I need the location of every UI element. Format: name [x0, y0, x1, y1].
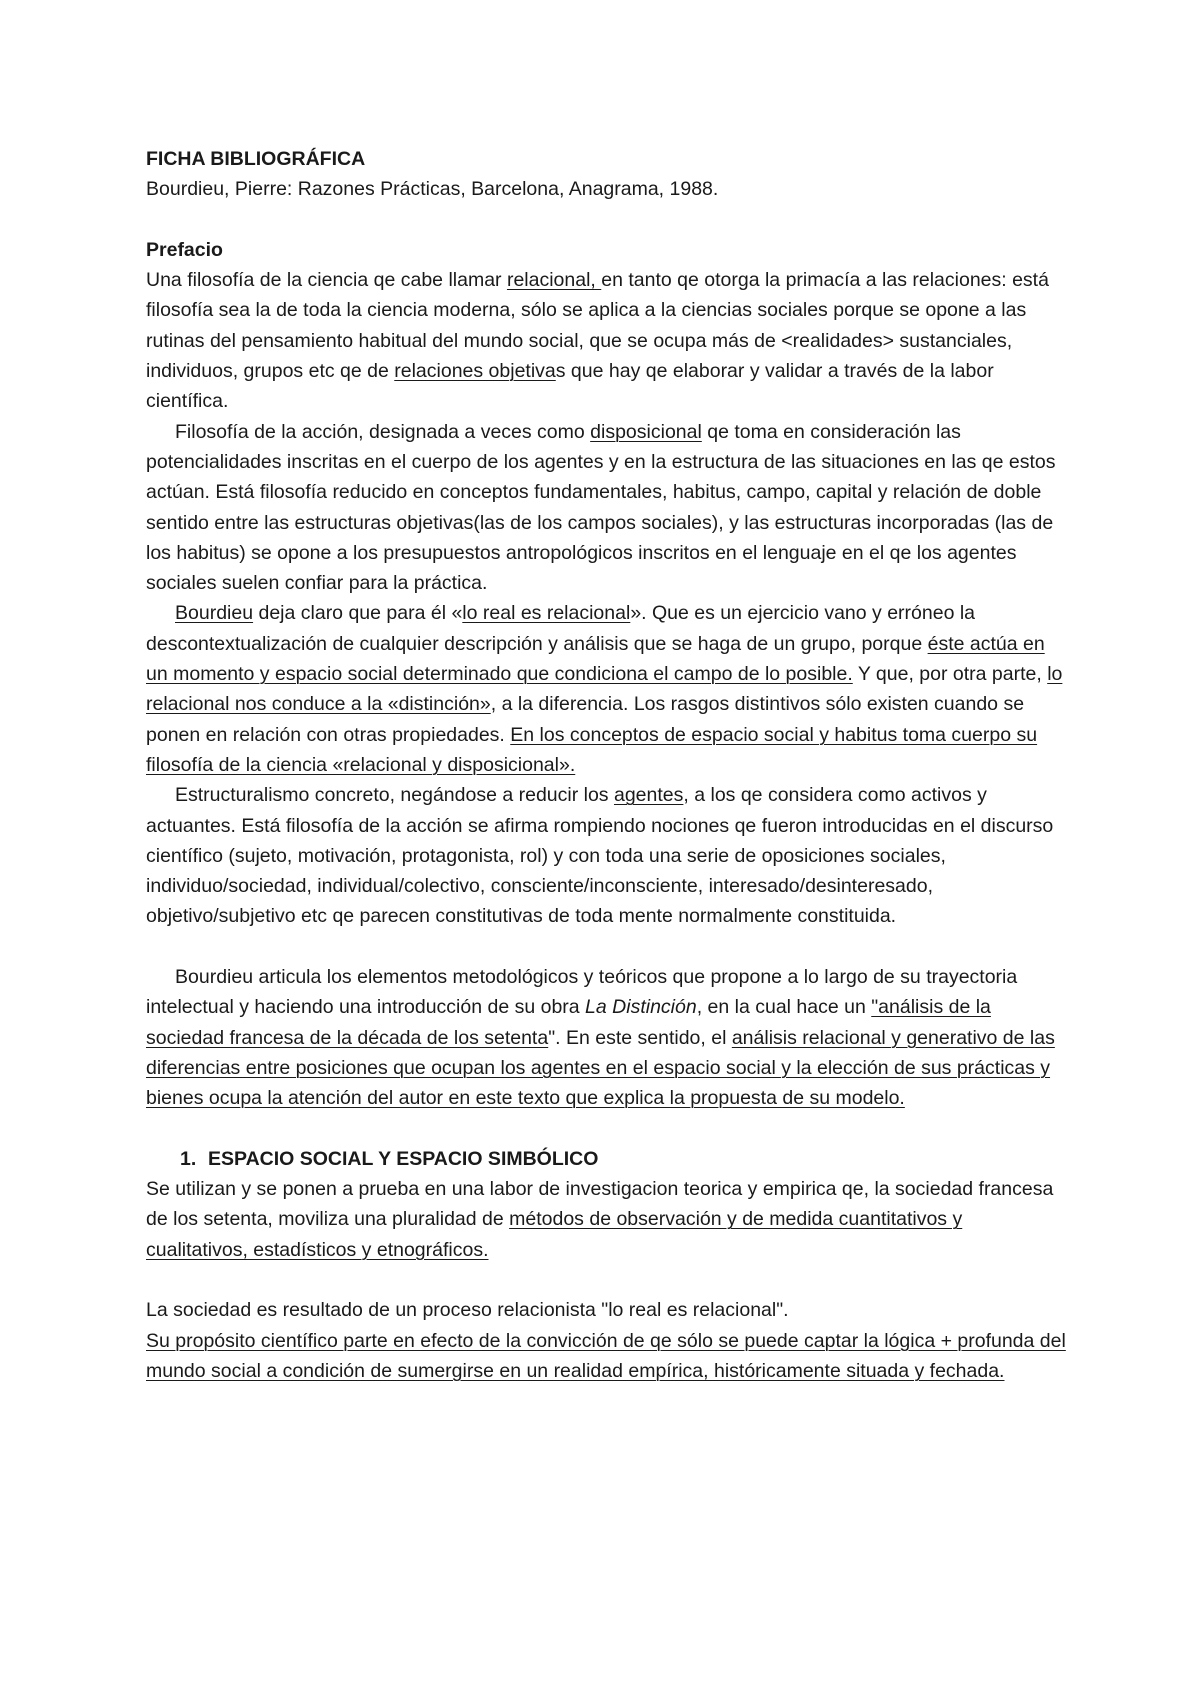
section-number: 1. [180, 1147, 197, 1170]
paragraph-7: La sociedad es resultado de un proceso relacionista "lo real es relacional". [146, 1299, 789, 1322]
paragraph-8: Su propósito científico parte en efecto de la convicción de qe sólo se puede captar la lógica + profunda del mundo social a condición de sumergirse en un realidad empírica, históricamente situada y fechada. [146, 1329, 1066, 1382]
document-body [146, 144, 1066, 1386]
spacer [146, 205, 1066, 235]
underlined-text: Bourdieu [175, 602, 254, 625]
paragraph-6 [146, 1174, 1066, 1265]
underlined-text: relacional, [506, 269, 602, 292]
paragraph-5 [146, 962, 1066, 1113]
underlined-text: métodos de observación y de medida cuantitativos y cualitativos, estadísticos y etnográficos. [146, 1208, 963, 1261]
text-span: , a la diferencia. Los rasgos distintivos sólo existen cuando se ponen en relación con otras propiedades. [146, 693, 1025, 746]
section-title: ESPACIO SOCIAL Y ESPACIO SIMBÓLICO [208, 1147, 599, 1170]
text-span: , en la cual hace un [696, 996, 872, 1019]
paragraph-1 [146, 265, 1066, 416]
underlined-text: "análisis de la sociedad francesa de la década de los setenta [146, 996, 991, 1049]
section-1-heading [146, 1144, 1066, 1174]
underlined-text: En los conceptos de espacio social y habitus toma cuerpo su filosofía de la ciencia «relacional y disposicional». [146, 723, 1038, 776]
text-span: s que hay qe elaborar y validar a través de la labor científica. [146, 360, 994, 413]
text-span: Una filosofía de la ciencia qe cabe llamar [146, 269, 507, 292]
text-span: deja claro que para él « [253, 602, 463, 625]
paragraph-2 [146, 417, 1066, 599]
text-span: ». Que es un ejercicio vano y erróneo la descontextualización de cualquier descripción y análisis que se haga de un grupo, porque [146, 602, 976, 655]
spacer [146, 1114, 1066, 1144]
underlined-text: lo relacional nos conduce a la «distinción» [146, 663, 1063, 716]
text-span: Filosofía de la acción, designada a veces como [175, 420, 591, 443]
text-span: en tanto qe otorga la primacía a las relaciones: está filosofía sea la de toda la ciencia moderna, sólo se aplica a la ciencias sociales porque se opone a las rutinas del pensamiento habitual del mundo social, que se ocupa más de <realidades> sustanciales, individuos, grupos etc qe de [146, 269, 1049, 383]
text-span: qe toma en consideración las potencialidades inscritas en el cuerpo de los agentes y en la estructura de las situaciones en las qe estos actúan. Está filosofía reducido en conceptos fundamentales, habitus, campo, capital y relación de doble sentido entre las estructuras objetivas(las de los campos sociales), y las estructuras incorporadas (las de los habitus) se opone a los presupuestos antropológicos inscritos en el lenguaje en el qe los agentes sociales suelen confiar para la práctica. [146, 420, 1056, 595]
italic-title: La Distinción [585, 996, 697, 1019]
underlined-text: disposicional [590, 420, 702, 443]
paragraph-4 [146, 780, 1066, 931]
text-span: Se utilizan y se ponen a prueba en una labor de investigacion teorica y empirica qe, la sociedad francesa de los setenta, moviliza una pluralidad de [146, 1178, 1054, 1231]
text-span: Y que, por otra parte, [852, 663, 1048, 686]
underlined-text: análisis relacional y generativo de las diferencias entre posiciones que ocupan los agentes en el espacio social y la elección de sus prácticas y bienes ocupa la atención del autor en este texto que explica la propuesta de su modelo. [146, 1026, 1055, 1110]
paragraph-3 [146, 598, 1066, 780]
text-span: ". En este sentido, el [548, 1026, 732, 1049]
underlined-text: éste actúa en un momento y espacio social determinado que condiciona el campo de lo posible. [146, 632, 1045, 686]
spacer [146, 932, 1066, 962]
prefacio-heading: Prefacio [146, 238, 223, 261]
underlined-text: lo real es relacional [462, 602, 631, 625]
citation: Bourdieu, Pierre: Razones Prácticas, Barcelona, Anagrama, 1988. [146, 178, 719, 201]
text-span: , a los qe considera como activos y actuantes. Está filosofía de la acción se afirma rompiendo nociones qe fueron introducidas en el discurso científico (sujeto, motivación, protagonista, rol) y con toda una serie de oposiciones sociales, individuo/sociedad, individual/colectivo, consciente/inconsciente, interesado/desinteresado, objetivo/subjetivo etc qe parecen constitutivas de toda mente normalmente constituida. [146, 784, 1054, 928]
text-span: Estructuralismo concreto, negándose a reducir los [175, 784, 614, 807]
text-span: Bourdieu articula los elementos metodológicos y teóricos que propone a lo largo de su trayectoria intelectual y haciendo una introducción de su obra [146, 966, 1018, 1019]
spacer [146, 1265, 1066, 1295]
underlined-text: relaciones objetiva [394, 360, 556, 383]
underlined-text: agentes [613, 784, 684, 807]
document-title: FICHA BIBLIOGRÁFICA [146, 148, 366, 170]
